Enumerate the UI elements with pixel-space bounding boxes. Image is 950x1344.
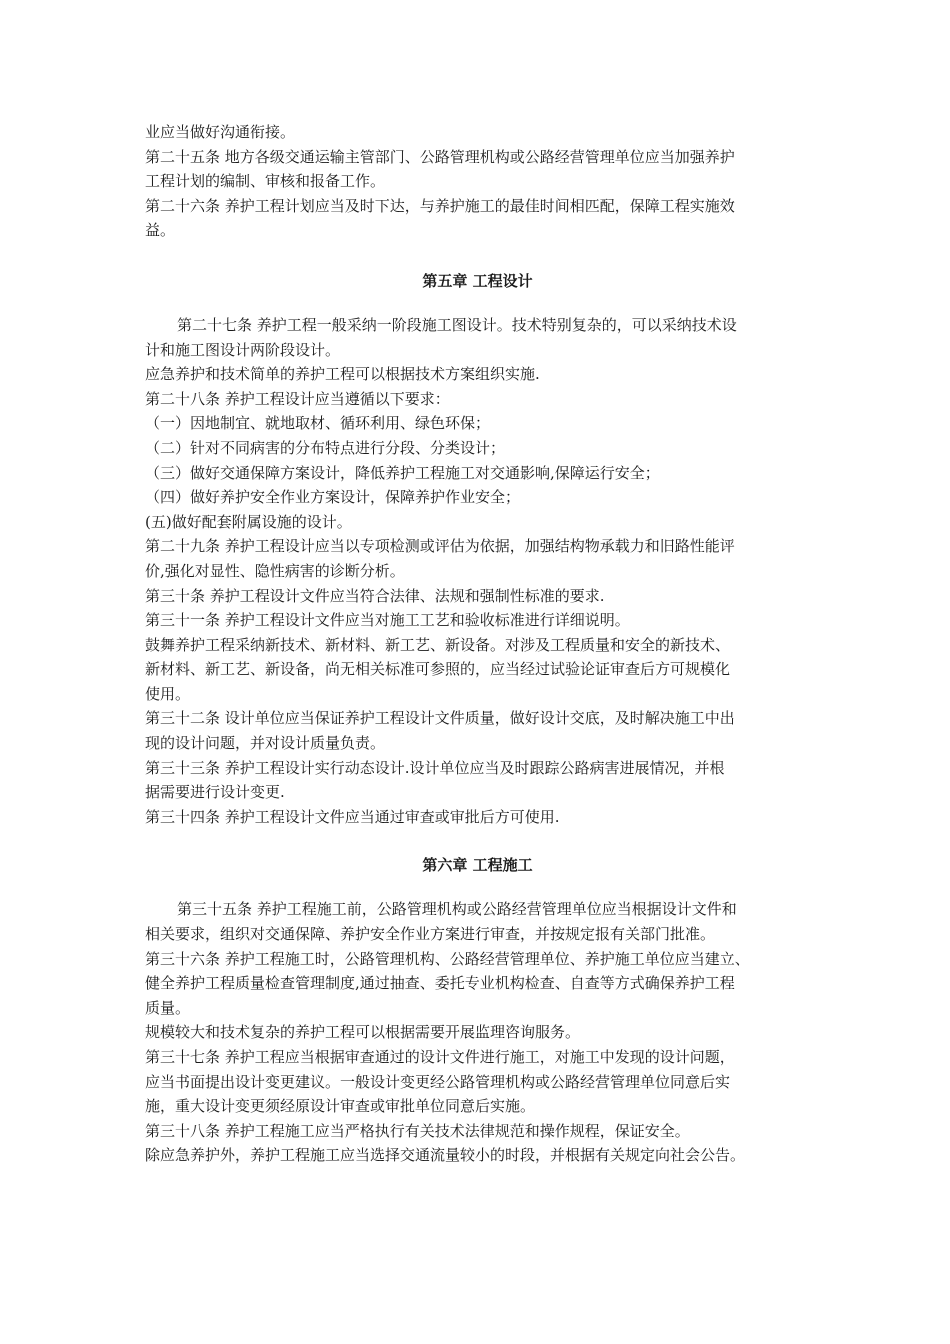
paragraph-line: 价,强化对显性、隐性病害的诊断分析。 — [145, 561, 405, 580]
list-item: （二）针对不同病害的分布特点进行分段、分类设计； — [145, 438, 506, 457]
document-page — [145, 120, 810, 1168]
section-top — [145, 120, 810, 243]
paragraph-line: 鼓舞养护工程采纳新技术、新材料、新工艺、新设备。对涉及工程质量和安全的新技术、 — [145, 635, 731, 654]
chapter-5-body — [145, 313, 810, 829]
list-item: (五)做好配套附属设施的设计。 — [145, 512, 352, 531]
paragraph-line: 益。 — [145, 221, 176, 240]
article-36: 第三十六条 养护工程施工时，公路管理机构、公路经营管理单位、养护施工单位应当建立、 — [145, 949, 750, 968]
paragraph-line: 计和施工图设计两阶段设计。 — [145, 340, 341, 359]
article-38: 第三十八条 养护工程施工应当严格执行有关技术法律规范和操作规程，保证安全。 — [145, 1121, 690, 1140]
paragraph-line: 除应急养护外，养护工程施工应当选择交通流量较小的时段，并根据有关规定向社会公告。 — [145, 1146, 746, 1165]
article-27: 第二十七条 养护工程一般采纳一阶段施工图设计。技术特别复杂的，可以采纳技术设 — [177, 315, 737, 334]
article-28: 第二十八条 养护工程设计应当遵循以下要求： — [145, 389, 450, 408]
paragraph-line: 相关要求，组织对交通保障、养护安全作业方案进行审查，并按规定报有关部门批准。 — [145, 925, 716, 944]
paragraph-line: 规模较大和技术复杂的养护工程可以根据需要开展监理咨询服务。 — [145, 1023, 581, 1042]
paragraph-line: 健全养护工程质量检查管理制度,通过抽查、委托专业机构检查、自查等方式确保养护工程 — [145, 974, 735, 993]
paragraph-line: 应急养护和技术简单的养护工程可以根据技术方案组织实施. — [145, 365, 540, 384]
paragraph-line: 应当书面提出设计变更建议。一般设计变更经公路管理机构或公路经营管理单位同意后实 — [145, 1072, 731, 1091]
paragraph-line: 使用。 — [145, 684, 191, 703]
paragraph-line: 新材料、新工艺、新设备，尚无相关标准可参照的，应当经过试验论证审查后方可规模化 — [145, 660, 731, 679]
list-item: （一）因地制宜、就地取材、循环利用、绿色环保； — [145, 414, 491, 433]
article-31: 第三十一条 养护工程设计文件应当对施工工艺和验收标准进行详细说明。 — [145, 611, 630, 630]
list-item: （四）做好养护安全作业方案设计，保障养护作业安全； — [145, 488, 521, 507]
paragraph-line: 现的设计问题，并对设计质量负责。 — [145, 734, 386, 753]
paragraph-line: 质量。 — [145, 998, 191, 1017]
article-37: 第三十七条 养护工程应当根据审查通过的设计文件进行施工，对施工中发现的设计问题， — [145, 1048, 735, 1066]
article-35: 第三十五条 养护工程施工前，公路管理机构或公路经营管理单位应当根据设计文件和 — [177, 900, 737, 919]
chapter-6-title: 第六章 工程施工 — [422, 856, 533, 875]
article-34: 第三十四条 养护工程设计文件应当通过审查或审批后方可使用. — [145, 807, 560, 826]
list-item: （三）做好交通保障方案设计，降低养护工程施工对交通影响,保障运行安全； — [145, 463, 660, 482]
paragraph-line: 施，重大设计变更须经原设计审查或审批单位同意后实施。 — [145, 1097, 536, 1116]
paragraph-line: 据需要进行设计变更. — [145, 783, 285, 802]
article-32: 第三十二条 设计单位应当保证养护工程设计文件质量，做好设计交底，及时解决施工中出 — [145, 709, 735, 728]
chapter-6-body — [145, 897, 810, 1168]
paragraph-line: 业应当做好沟通衔接。 — [145, 123, 296, 141]
chapter-5-title: 第五章 工程设计 — [422, 271, 533, 290]
paragraph-line: 工程计划的编制、审核和报备工作。 — [145, 172, 386, 191]
article-25: 第二十五条 地方各级交通运输主管部门、公路管理机构或公路经营管理单位应当加强养护 — [145, 147, 735, 166]
article-26: 第二十六条 养护工程计划应当及时下达，与养护施工的最佳时间相匹配，保障工程实施效 — [145, 196, 735, 215]
article-30: 第三十条 养护工程设计文件应当符合法律、法规和强制性标准的要求. — [145, 586, 605, 605]
article-29: 第二十九条 养护工程设计应当以专项检测或评估为依据，加强结构物承载力和旧路性能评 — [145, 537, 735, 556]
article-33: 第三十三条 养护工程设计实行动态设计.设计单位应当及时跟踪公路病害进展情况，并根 — [145, 758, 725, 777]
